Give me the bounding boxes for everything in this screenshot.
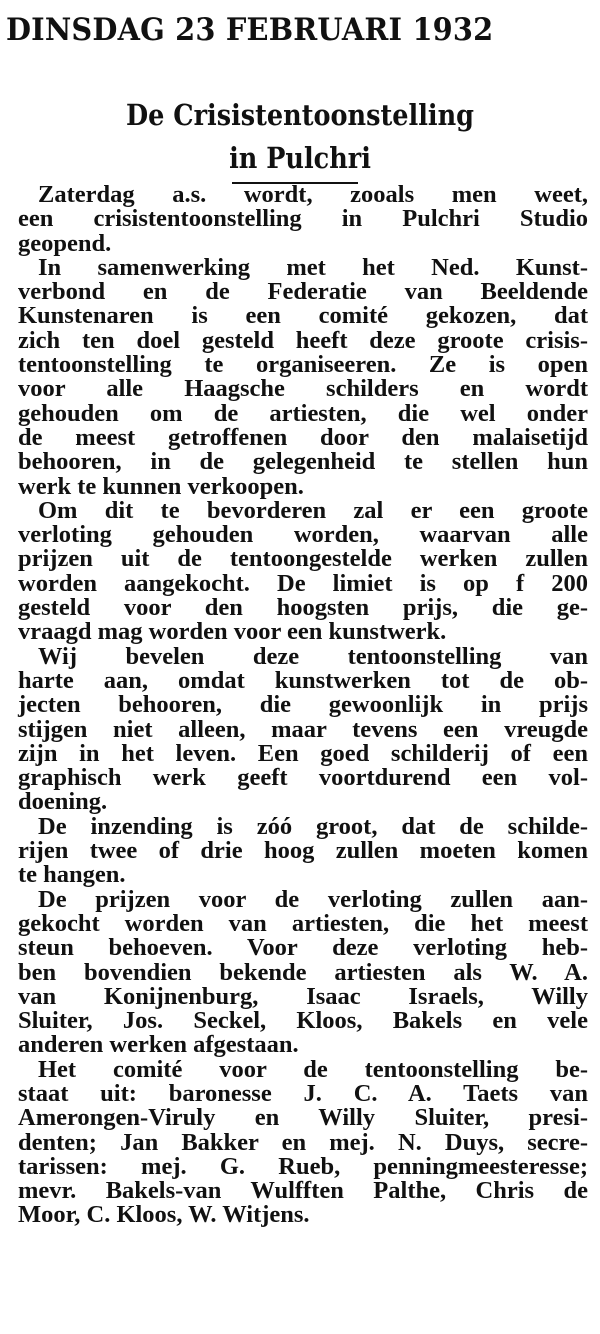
headline <box>0 94 600 180</box>
paragraph-line: tentoonstelling te organiseeren. Ze is open <box>18 351 588 379</box>
article-body <box>18 183 588 1228</box>
paragraph-line: verbond en de Federatie van Beeldende <box>18 278 588 306</box>
paragraph <box>18 496 588 646</box>
paragraph-line: worden aangekocht. De limiet is op f 200 <box>18 569 588 597</box>
paragraph-line: Kunstenaren is een comité gekozen, dat <box>18 302 588 330</box>
paragraph-line: gekocht worden van artiesten, die het meest <box>18 909 588 937</box>
paragraph-line: De prijzen voor de verloting zullen aan- <box>38 885 588 913</box>
paragraph-line: zich ten doel gesteld heeft deze groote crisis- <box>18 326 588 354</box>
paragraph-line: Sluiter, Jos. Seckel, Kloos, Bakels en vele <box>18 1007 588 1035</box>
paragraph-line: een crisistentoonstelling in Pulchri Studio <box>18 205 588 233</box>
paragraph-line: gehouden om de artiesten, die wel onder <box>18 399 588 427</box>
headline-line-1: De Crisistentoonstelling <box>126 98 474 132</box>
paragraph-line: mevr. Bakels-van Wulfften Palthe, Chris de <box>18 1177 588 1205</box>
paragraph-line: de meest getroffenen door den malaisetijd <box>18 423 588 451</box>
paragraph-line: staat uit: baronesse J. C. A. Taets van <box>18 1079 588 1107</box>
paragraph-line: Om dit te bevorderen zal er een groote <box>38 496 588 524</box>
paragraph <box>18 812 588 889</box>
paragraph <box>18 183 588 256</box>
paragraph-line: stijgen niet alleen, maar tevens een vreugde <box>18 715 588 743</box>
paragraph-line: Zaterdag a.s. wordt, zooals men weet, <box>38 181 588 208</box>
paragraph-line: denten; Jan Bakker en mej. N. Duys, secre- <box>18 1128 588 1156</box>
paragraph-line: vraagd mag worden voor een kunstwerk. <box>18 618 447 646</box>
paragraph-line: Moor, C. Kloos, W. Witjens. <box>18 1201 310 1229</box>
paragraph-line: jecten behooren, die gewoonlijk in prijs <box>18 691 588 719</box>
paragraph-line: doening. <box>18 788 108 816</box>
paragraph-line: Wij bevelen deze tentoonstelling van <box>38 642 588 670</box>
paragraph-line: zijn in het leven. Een goed schilderij of een <box>18 739 588 767</box>
paragraph-line: steun behoeven. Voor deze verloting heb- <box>18 934 588 962</box>
paragraph <box>18 1055 588 1229</box>
paragraph-line: ben bovendien bekende artiesten als W. A. <box>18 958 588 986</box>
paragraph <box>18 885 588 1059</box>
paragraph-line: gesteld voor den hoogsten prijs, die ge- <box>18 594 588 622</box>
paragraph-line: behooren, in de gelegenheid te stellen hun <box>18 448 588 476</box>
paragraph-line: werk te kunnen verkoopen. <box>18 472 304 500</box>
paragraph-line: tarissen: mej. G. Rueb, penningmeesteresse; <box>18 1152 588 1180</box>
paragraph <box>18 253 588 500</box>
paragraph-line: van Konijnenburg, Isaac Israels, Willy <box>18 982 588 1010</box>
dateline: DINSDAG 23 FEBRUARI 1932 <box>6 12 494 48</box>
paragraph-line: anderen werken afgestaan. <box>18 1031 299 1059</box>
paragraph-line: In samenwerking met het Ned. Kunst- <box>38 253 588 281</box>
paragraph-line: graphisch werk geeft voortdurend een vol- <box>18 764 588 792</box>
paragraph <box>18 642 588 816</box>
paragraph-line: Amerongen-Viruly en Willy Sluiter, presi- <box>18 1104 588 1132</box>
paragraph-line: De inzending is zóó groot, dat de schilde- <box>38 812 588 840</box>
paragraph-line: verloting gehouden worden, waarvan alle <box>18 521 588 549</box>
paragraph-line: harte aan, omdat kunstwerken tot de ob- <box>18 666 588 694</box>
headline-line-2: in Pulchri <box>229 141 371 175</box>
paragraph-line: prijzen uit de tentoongestelde werken zullen <box>18 545 588 573</box>
paragraph-line: Het comité voor de tentoonstelling be- <box>38 1055 588 1083</box>
paragraph-line: rijen twee of drie hoog zullen moeten komen <box>18 837 588 865</box>
paragraph-line: te hangen. <box>18 861 126 889</box>
paragraph-line: geopend. <box>18 229 112 257</box>
paragraph-line: voor alle Haagsche schilders en wordt <box>18 375 588 403</box>
